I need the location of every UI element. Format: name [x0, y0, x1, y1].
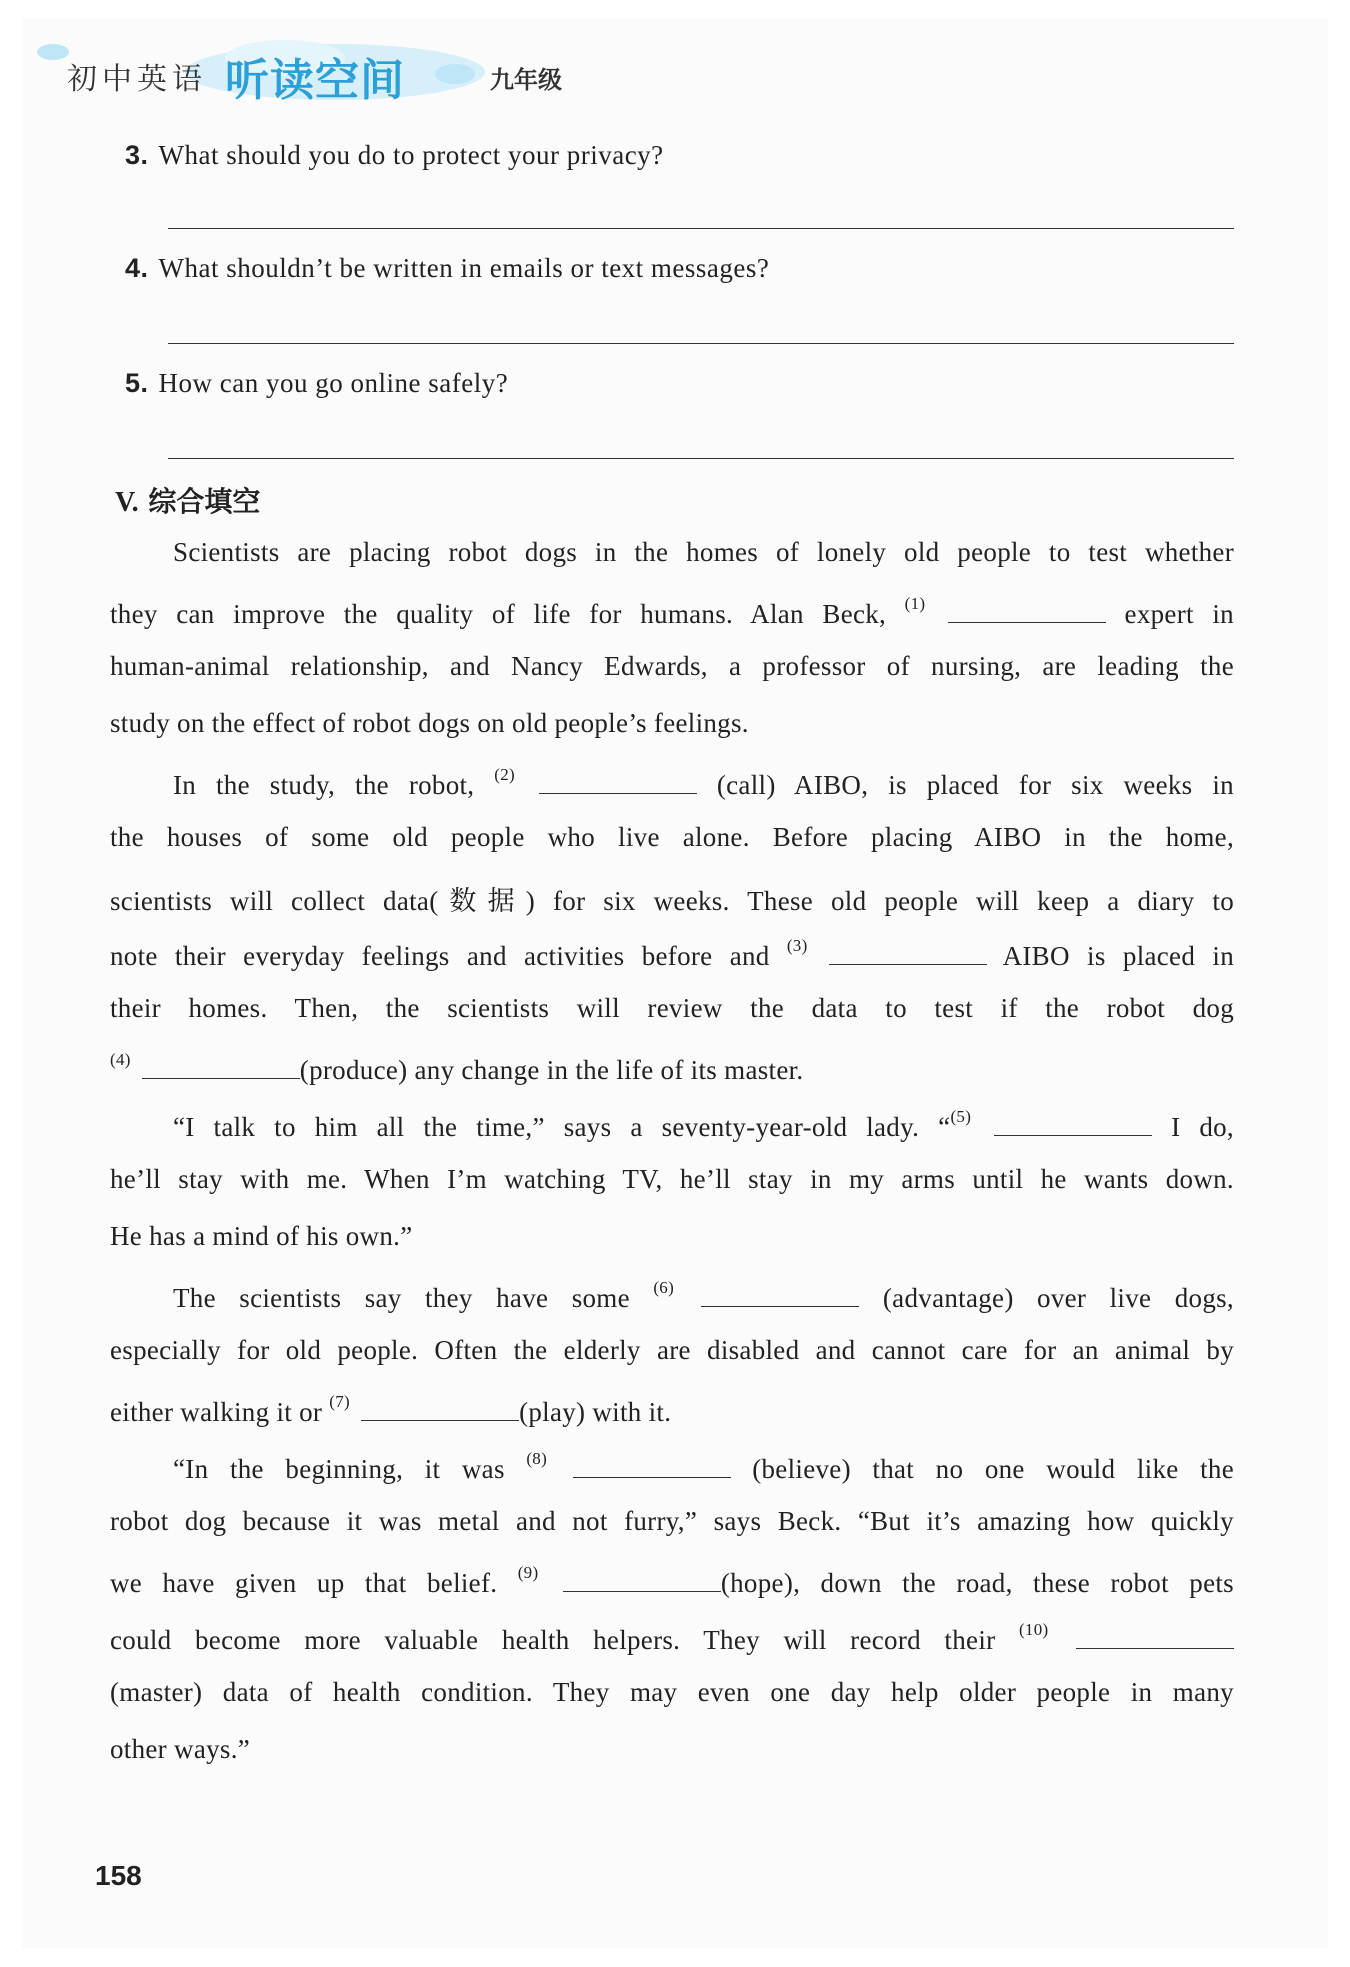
- passage-line: they can improve the quality of life for humans. Alan Beck, $^{(1)}$ expert in: [110, 594, 1234, 629]
- blank-3: [829, 942, 987, 965]
- passage-line: robot dog because it was metal and not furry,” says Beck. “But it’s amazing how quickly: [110, 1506, 1234, 1536]
- grade-label: 九年级: [490, 66, 562, 94]
- blank-10: [1076, 1626, 1234, 1649]
- passage-line: Scientists are placing robot dogs in the homes of lonely old people to test whether: [173, 537, 1234, 567]
- passage-line: “I talk to him all the time,” says a seventy-year-old lady. “$^{(5)}$ I do,: [173, 1107, 1234, 1142]
- passage-line: (master) data of health condition. They may even one day help older people in many: [110, 1677, 1234, 1707]
- passage-line: especially for old people. Often the elderly are disabled and cannot care for an animal by: [110, 1335, 1234, 1365]
- passage-line: $^{(4)}$ (produce) any change in the life of its master.: [110, 1050, 804, 1085]
- passage-line: study on the effect of robot dogs on old people’s feelings.: [110, 708, 749, 738]
- answer-line-4: [168, 343, 1234, 344]
- book-title: 初中英语: [67, 62, 207, 97]
- question-3: 3. What should you do to protect your privacy?: [125, 140, 664, 170]
- blank-4: [142, 1056, 300, 1079]
- page-number: 158: [95, 1860, 142, 1891]
- passage-line: “In the beginning, it was $^{(8)}$ (believe) that no one would like the: [173, 1449, 1234, 1484]
- section-heading: V. 综合填空: [115, 485, 261, 518]
- blank-1: [948, 600, 1106, 623]
- answer-line-5: [168, 458, 1234, 459]
- passage-line: either walking it or $^{(7)}$ (play) with it.: [110, 1392, 672, 1427]
- header: [35, 38, 595, 108]
- passage-line: The scientists say they have some $^{(6)}$ (advantage) over live dogs,: [173, 1278, 1234, 1313]
- passage-line: scientists will collect data(数据) for six weeks. These old people will keep a diary to: [110, 886, 1234, 916]
- series-logo: 听读空间: [225, 55, 405, 106]
- answer-line-3: [168, 228, 1234, 229]
- blank-9: [563, 1569, 721, 1592]
- blank-5: [994, 1113, 1152, 1136]
- passage-line: could become more valuable health helpers. They will record their $^{(10)}$: [110, 1620, 1234, 1656]
- passage-line: he’ll stay with me. When I’m watching TV, he’ll stay in my arms until he wants down.: [110, 1164, 1234, 1194]
- page: [22, 18, 1328, 1948]
- passage-line: the houses of some old people who live alone. Before placing AIBO in the home,: [110, 822, 1234, 852]
- question-5: 5. How can you go online safely?: [125, 368, 509, 398]
- blank-7: [361, 1398, 519, 1421]
- passage-line: their homes. Then, the scientists will review the data to test if the robot dog: [110, 993, 1234, 1023]
- question-4: 4. What shouldn’t be written in emails or text messages?: [125, 253, 770, 283]
- blank-8: [573, 1455, 731, 1478]
- blank-6: [701, 1284, 859, 1307]
- passage-line: we have given up that belief. $^{(9)}$ (hope), down the road, these robot pets: [110, 1563, 1234, 1598]
- passage-line: In the study, the robot, $^{(2)}$ (call) AIBO, is placed for six weeks in: [173, 765, 1234, 800]
- passage-line: note their everyday feelings and activities before and $^{(3)}$ AIBO is placed in: [110, 936, 1234, 971]
- blank-2: [539, 771, 697, 794]
- passage-line: He has a mind of his own.”: [110, 1221, 413, 1251]
- passage-line: human-animal relationship, and Nancy Edwards, a professor of nursing, are leading the: [110, 651, 1234, 681]
- passage-line: other ways.”: [110, 1734, 251, 1764]
